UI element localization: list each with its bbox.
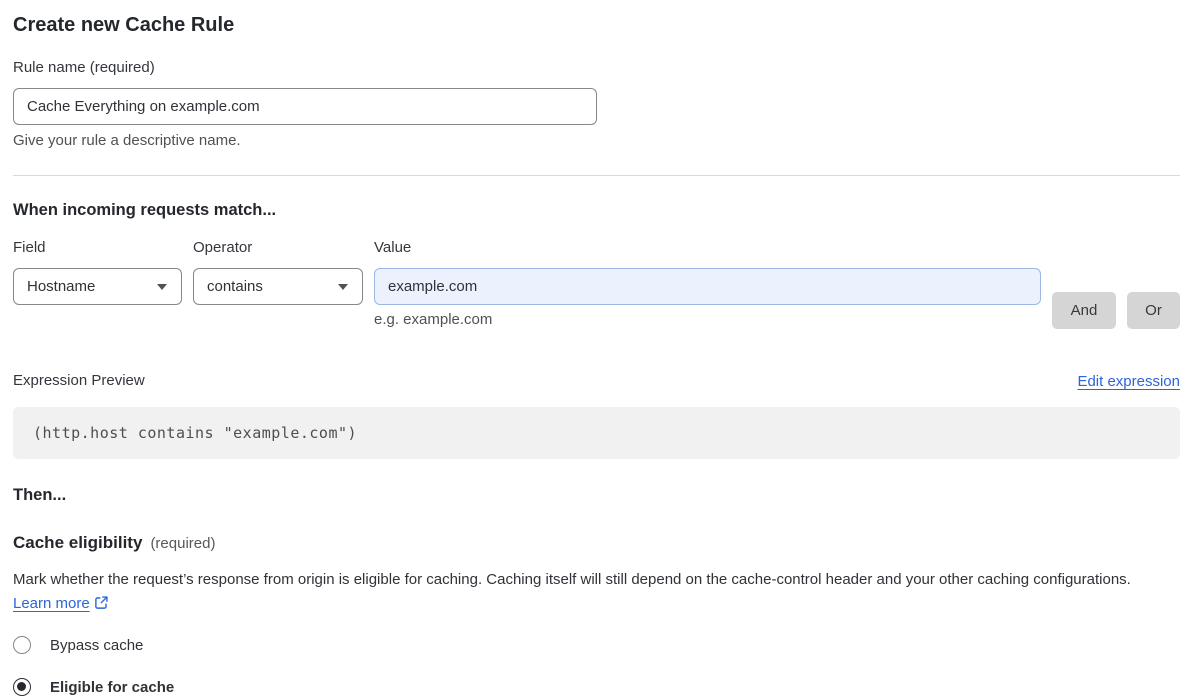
field-select-value: Hostname xyxy=(27,278,96,295)
rule-name-helper: Give your rule a descriptive name. xyxy=(13,132,241,149)
then-heading: Then... xyxy=(13,486,67,504)
expression-preview-header xyxy=(13,372,1180,390)
page-title: Create new Cache Rule xyxy=(13,14,235,36)
required-note: (required) xyxy=(150,535,216,552)
field-column xyxy=(13,239,182,305)
create-cache-rule-form xyxy=(13,13,1180,696)
chevron-down-icon xyxy=(157,284,167,290)
value-helper: e.g. example.com xyxy=(374,311,493,328)
radio-option-label: Bypass cache xyxy=(50,636,144,654)
match-expression-row xyxy=(13,239,1180,329)
radio-option-label: Eligible for cache xyxy=(50,678,175,696)
cache-eligibility-options xyxy=(13,636,1180,696)
radio-option-bypass-cache[interactable] xyxy=(13,636,1180,654)
match-section-heading: When incoming requests match... xyxy=(13,201,277,219)
expression-preview-code: (http.host contains "example.com") xyxy=(13,407,1180,459)
field-label: Field xyxy=(13,239,46,256)
radio-button[interactable] xyxy=(13,678,31,696)
chevron-down-icon xyxy=(338,284,348,290)
value-label: Value xyxy=(374,239,412,256)
edit-expression-link[interactable]: Edit expression xyxy=(1077,373,1180,390)
operator-select[interactable] xyxy=(193,268,363,305)
and-button[interactable]: And xyxy=(1052,292,1116,329)
radio-option-eligible-for-cache[interactable] xyxy=(13,678,1180,696)
section-divider xyxy=(13,175,1180,176)
rule-name-label: Rule name (required) xyxy=(13,59,155,76)
cache-eligibility-description xyxy=(13,568,1173,616)
operator-column xyxy=(193,239,363,305)
operator-select-value: contains xyxy=(207,278,263,295)
field-select[interactable] xyxy=(13,268,182,305)
cache-eligibility-heading xyxy=(13,533,1180,553)
learn-more-link[interactable]: Learn more xyxy=(13,595,90,612)
value-input[interactable] xyxy=(374,268,1041,305)
radio-button[interactable] xyxy=(13,636,31,654)
cache-eligibility-title: Cache eligibility xyxy=(13,533,143,552)
or-button[interactable]: Or xyxy=(1127,292,1180,329)
rule-name-input[interactable] xyxy=(13,88,597,125)
external-link-icon xyxy=(94,595,109,610)
value-column xyxy=(374,239,1041,329)
expression-preview-label: Expression Preview xyxy=(13,372,145,389)
rule-name-group xyxy=(13,59,1180,150)
operator-label: Operator xyxy=(193,239,253,256)
description-text: Mark whether the request’s response from origin is eligible for caching. Caching itself will still depend on the cache-control header and your other caching configurations. xyxy=(13,571,1131,588)
